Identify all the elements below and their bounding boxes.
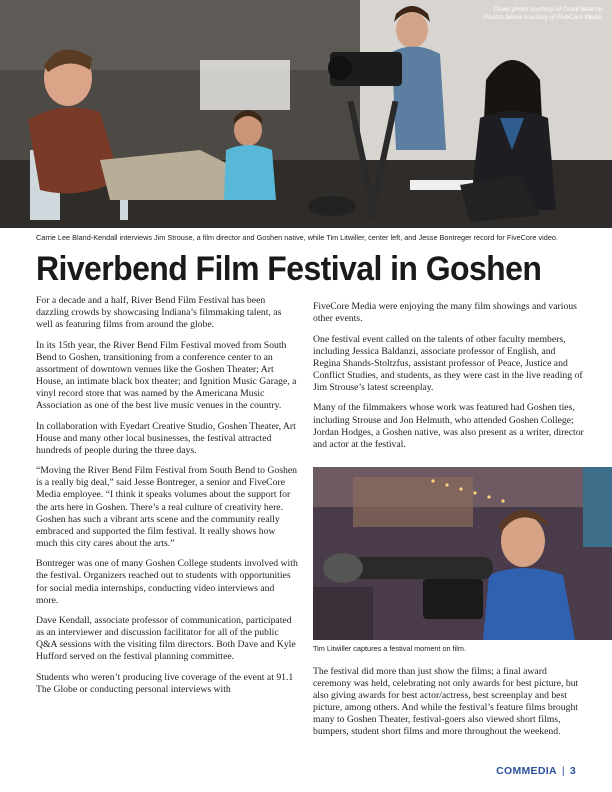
paragraph: Bontreger was one of many Goshen College students involved with the festival. Organizers reached out to students with opportunities for social media internships, conducting video interviews and more.: [36, 558, 298, 606]
paragraph: Many of the filmmakers whose work was featured had Goshen ties, including Strouse and Jon Helmuth, who attended Goshen College; Jordan Hodges, a Goshen native, was also present as a writer, director and actor at the festival.: [313, 402, 584, 450]
photo-credit-line-1: Cover photo courtesy of Grant Beachy: [493, 6, 602, 13]
magazine-name: COMMEDIA: [496, 765, 557, 777]
camera-operator-illustration: [313, 467, 612, 640]
top-photo: [0, 0, 612, 228]
photo-credit-line-2: Photos below courtesy of FiveCore Media: [483, 14, 602, 21]
photo-credit: [484, 6, 602, 22]
page-footer: [496, 765, 576, 777]
page-number: 3: [569, 765, 576, 777]
right-column-bottom: [313, 666, 585, 747]
article-headline: Riverbend Film Festival in Goshen: [36, 250, 542, 288]
right-column-top: [313, 301, 585, 459]
paragraph: The festival did more than just show the films; a final award ceremony was held, celebrating not only awards for best picture, but also giving awards for best actor/actress, best screenplay and best picture, among others. And while the festival’s feature films brought many to Goshen Theater, festival-goers also viewed short films, bumpers, student short films and more throughout the weekend.: [313, 666, 579, 738]
paragraph: “Moving the River Bend Film Festival from South Bend to Goshen is a really big deal,” said Jesse Bontreger, a senior and FiveCore Media employee. “I think it speaks volumes about the support for the arts here in Goshen. There’s a real culture of creativity here. Goshen has such a vibrant arts scene and the community really embraced and supported the film festival. It really shows how much this city cares about the arts.”: [36, 465, 298, 549]
left-column: [36, 295, 298, 704]
top-photo-caption: Carrie Lee Bland-Kendall interviews Jim Strouse, a film director and Goshen native, while Tim Litwiller, center left, and Jesse Bontreger record for FiveCore video.: [36, 233, 558, 242]
paragraph: For a decade and a half, River Bend Film Festival has been dazzling crowds by showcasing Indiana’s filmmaking talent, as well as featuring films from around the globe.: [36, 295, 282, 331]
festival-photo: [313, 467, 612, 640]
paragraph: In collaboration with Eyedart Creative Studio, Goshen Theater, Art House and many other local businesses, the festival attracted hundreds of people during the three days.: [36, 420, 296, 456]
paragraph: Dave Kendall, associate professor of communication, participated as an interviewer and discussion facilitator for all of the public Q&A sessions with the visiting film directors. Both Dave and Kyle Hufford served on the festival planning committee.: [36, 615, 296, 663]
festival-photo-caption: Tim Litwiller captures a festival moment on film.: [313, 644, 467, 653]
interview-scene-illustration: [0, 0, 612, 228]
paragraph: In its 15th year, the River Bend Film Festival moved from South Bend to Goshen, transitioning from a conference center to an assortment of downtown venues like the Goshen Theater; Art House, an intimate black box theater; and Ignition Music Garage, a vinyl record store that was named by the Americana Music Association as one of the best live music venues in the country.: [36, 339, 297, 412]
paragraph: One festival event called on the talents of other faculty members, including Jessica Baldanzi, associate professor of English, and Regina Shands-Stoltzfus, assistant professor of Peace, Justice and Conflict Studies, and students, as they were cast in the live reading of Jim Strouse’s latest screenplay.: [313, 333, 583, 393]
paragraph: Students who weren’t producing live coverage of the event at 91.1 The Globe or conducting personal interviews with: [36, 671, 294, 695]
paragraph: FiveCore Media were enjoying the many film showings and various other events.: [313, 301, 577, 325]
footer-divider: |: [561, 765, 565, 777]
